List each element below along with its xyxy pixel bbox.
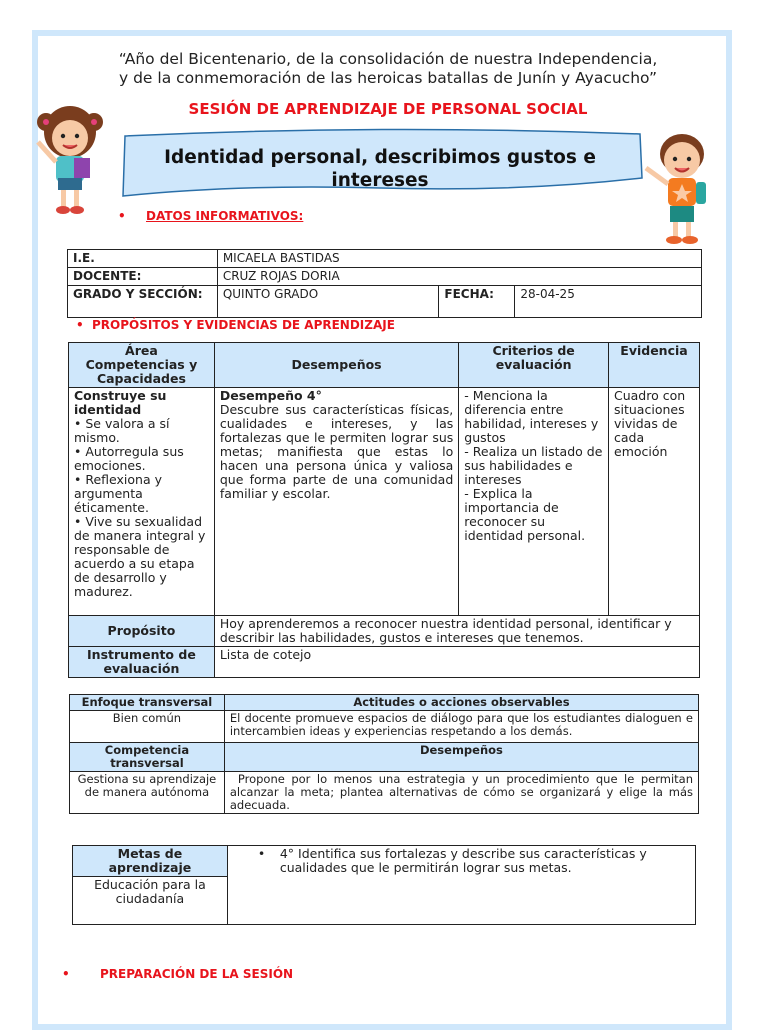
proposito-text: Hoy aprenderemos a reconocer nuestra identidad personal, identificar y describir las habilidades, gustos e intereses que tenemos. [214, 616, 699, 647]
competencia-value: Gestiona su aprendizaje de manera autónoma [70, 772, 225, 814]
criterio-item: - Menciona la diferencia entre habilidad, intereses y gustos [464, 388, 599, 445]
criterio-item: - Realiza un listado de sus habilidades e intereses [464, 444, 603, 487]
grado-value: QUINTO GRADO [217, 286, 439, 318]
purpose-table [68, 342, 700, 678]
section-propositos-label: PROPÓSITOS Y EVIDENCIAS DE APRENDIZAJE [92, 318, 395, 332]
competencia-cell [69, 388, 215, 616]
section-datos-label: DATOS INFORMATIVOS: [146, 209, 304, 223]
capacidad-item: • Reflexiona y argumenta éticamente. [74, 472, 162, 515]
competencia-title: Construye su identidad [74, 388, 167, 417]
ie-label: I.E. [68, 250, 218, 268]
enfoque-value: Bien común [70, 711, 225, 743]
fecha-value: 28-04-25 [515, 286, 702, 318]
motto-line-1: “Año del Bicentenario, de la consolidación de nuestra Independencia, [118, 50, 658, 68]
capacidad-item: • Se valora a sí mismo. [74, 416, 170, 445]
banner-title: Identidad personal, describimos gustos e intereses [164, 147, 596, 191]
motto [70, 50, 706, 88]
boy-illustration [640, 128, 720, 250]
motto-line-2: y de la conmemoración de las heroicas batallas de Junín y Ayacucho” [118, 69, 657, 87]
criterio-item: - Explica la importancia de reconocer su identidad personal. [464, 486, 586, 543]
info-table [67, 249, 702, 318]
meta-item [258, 847, 690, 875]
header-metas: Metas de aprendizaje [73, 846, 228, 877]
session-title: SESIÓN DE APRENDIZAJE DE PERSONAL SOCIAL [188, 100, 588, 118]
header-enfoque: Enfoque transversal [70, 695, 225, 711]
header-area: Área Competencias y Capacidades [69, 343, 215, 388]
section-propositos [76, 318, 476, 334]
desempeno-transversal-value: Propone por lo menos una estrategia y un procedimiento que le permitan alcanzar la meta; plantea alternativas de cómo se organizará y elige la más adecuada. [224, 772, 698, 814]
meta-cell [227, 846, 695, 925]
header-competencia: Competencia transversal [70, 743, 225, 772]
girl-illustration [30, 102, 110, 217]
evidencia-cell: Cuadro con situaciones vividas de cada emoción [609, 388, 700, 616]
capacidad-item: • Autorregula sus emociones. [74, 444, 184, 473]
actitud-value: El docente promueve espacios de diálogo para que los estudiantes dialoguen e intercambien ideas y experiencias respetando a los demás. [224, 711, 698, 743]
meta-text: 4° Identifica sus fortalezas y describe sus características y cualidades que le permitirán lograr sus metas. [279, 846, 647, 875]
fecha-label: FECHA: [439, 286, 515, 318]
docente-value: CRUZ ROJAS DORIA [217, 268, 701, 286]
section-preparacion [62, 967, 382, 983]
ie-value: MICAELA BASTIDAS [217, 250, 701, 268]
docente-label: DOCENTE: [68, 268, 218, 286]
enfoque-table [69, 694, 699, 814]
section-preparacion-label: PREPARACIÓN DE LA SESIÓN [100, 967, 294, 981]
criterios-cell [459, 388, 609, 616]
instrumento-text: Lista de cotejo [214, 647, 699, 678]
instrumento-label: Instrumento de evaluación [69, 647, 215, 678]
grado-label: GRADO Y SECCIÓN: [68, 286, 218, 318]
area-value: Educación para la ciudadanía [73, 877, 228, 925]
proposito-label: Propósito [69, 616, 215, 647]
header-desempenos: Desempeños [214, 343, 458, 388]
header-desempenos-transversal: Desempeños [224, 743, 698, 772]
desempeno-cell [214, 388, 458, 616]
desempeno-text: Descubre sus características físicas, cualidades e intereses, y las fortalezas que le permiten lograr sus metas; manifiesta que estas lo hacen una persona única y valiosa que forma parte de una comunidad familiar y escolar. [219, 402, 454, 501]
header-criterios: Criterios de evaluación [459, 343, 609, 388]
desempeno-title: Desempeño 4° [219, 388, 322, 403]
capacidad-item: • Vive su sexualidad de manera integral y responsable de acuerdo a su etapa de desarrollo y madurez. [74, 514, 206, 599]
header-evidencia: Evidencia [609, 343, 700, 388]
bullet-dot: • [62, 967, 70, 981]
bullet-dot: • [257, 846, 266, 861]
bullet-dot: • [118, 209, 126, 223]
bullet-dot: • [76, 318, 84, 332]
metas-table [72, 845, 696, 925]
header-actitudes: Actitudes o acciones observables [224, 695, 698, 711]
section-datos [118, 209, 418, 225]
